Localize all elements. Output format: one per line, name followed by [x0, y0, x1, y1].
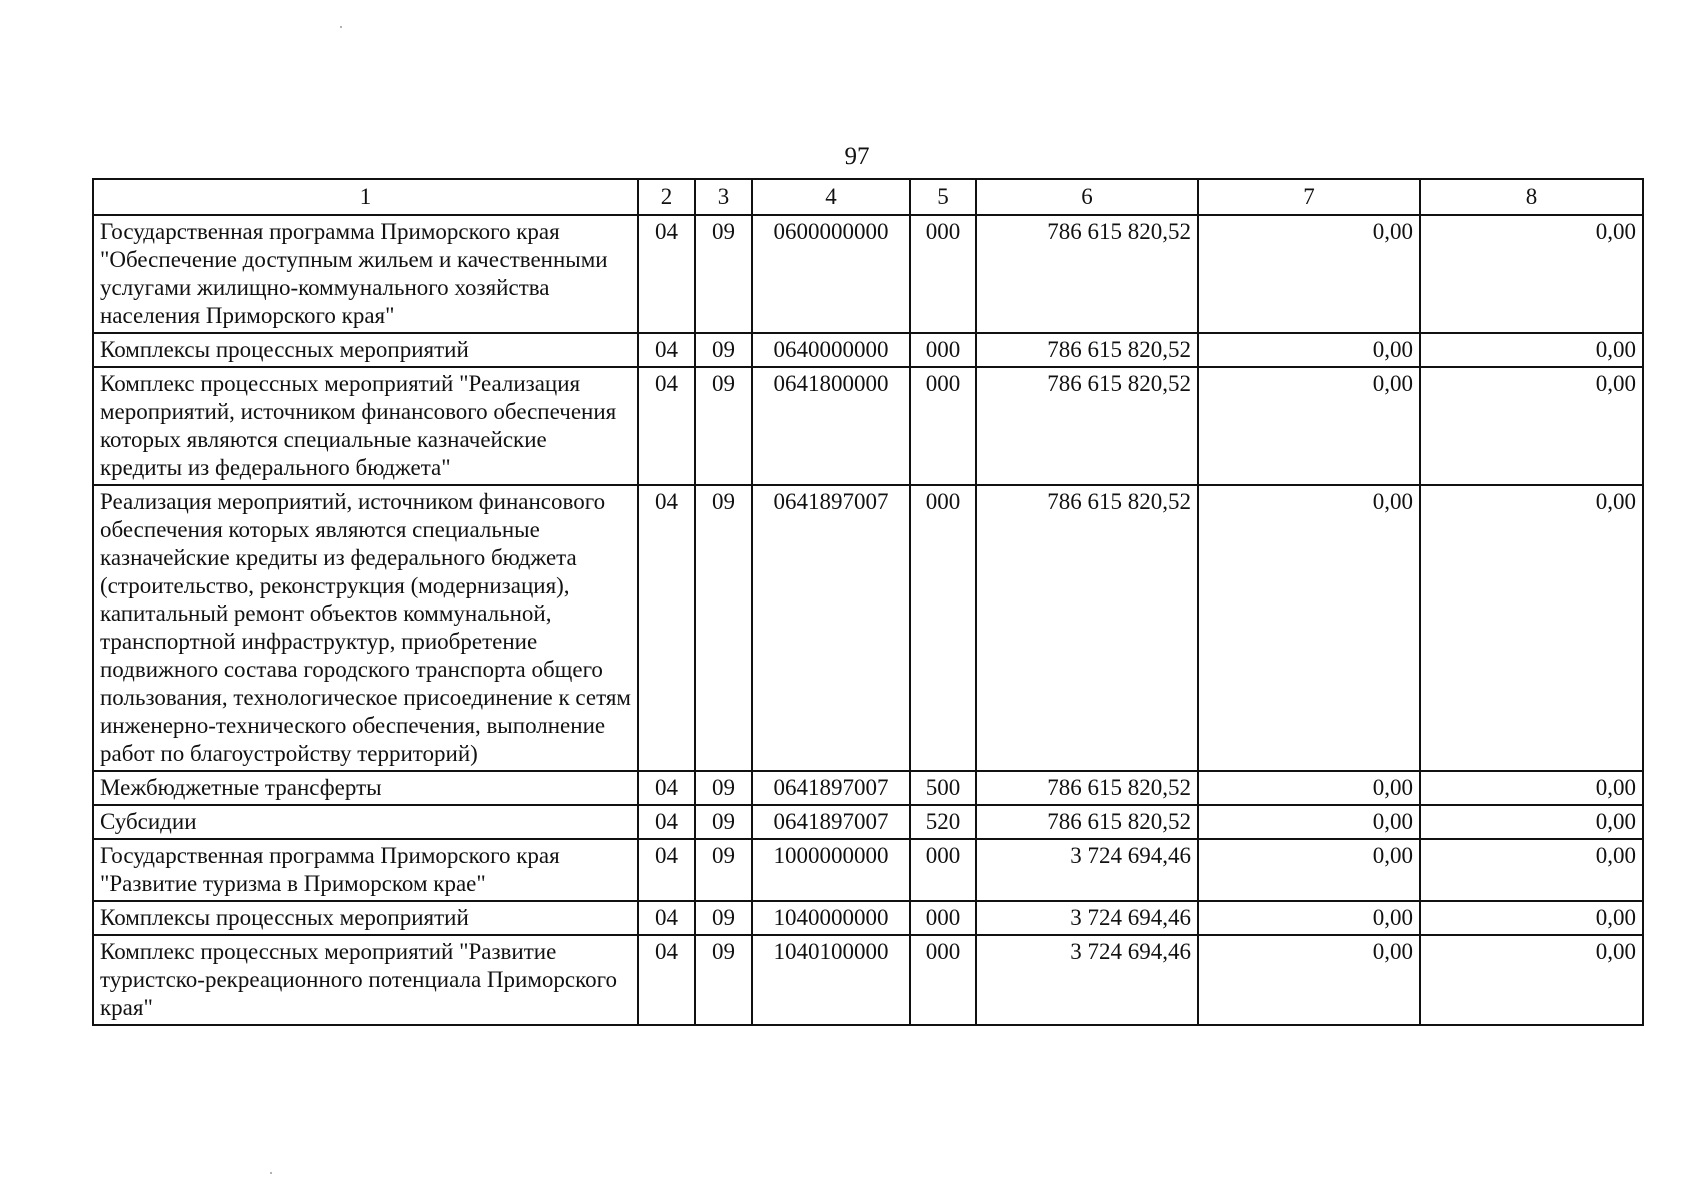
row-amount-8: 0,00	[1420, 901, 1643, 935]
header-row	[93, 179, 1643, 215]
row-expense-code: 520	[910, 805, 976, 839]
row-section-code: 04	[638, 901, 695, 935]
row-amount: 786 615 820,52	[976, 805, 1198, 839]
row-expense-code: 000	[910, 367, 976, 485]
row-amount-8: 0,00	[1420, 367, 1643, 485]
row-target-code: 1040000000	[752, 901, 910, 935]
row-amount-7: 0,00	[1198, 805, 1420, 839]
row-section-code: 04	[638, 805, 695, 839]
row-section-code: 04	[638, 839, 695, 901]
row-amount-8: 0,00	[1420, 333, 1643, 367]
table-row	[93, 485, 1643, 771]
row-target-code: 0640000000	[752, 333, 910, 367]
row-name: Субсидии	[93, 805, 638, 839]
row-amount-7: 0,00	[1198, 901, 1420, 935]
table-row	[93, 333, 1643, 367]
row-section-code: 04	[638, 935, 695, 1025]
table-row	[93, 935, 1643, 1025]
row-name: Реализация мероприятий, источником финансового обеспечения которых являются специальные казначейские кредиты из федерального бюджета (строительство, реконструкция (модернизация), капитальный ремонт объектов коммунальной, транспортной инфраструктур, приобретение подвижного состава городского транспорта общего пользования, технологическое присоединение к сетям инженерно-технического обеспечения, выполнение работ по благоустройству территорий)	[93, 485, 638, 771]
row-target-code: 1000000000	[752, 839, 910, 901]
row-name: Государственная программа Приморского края "Развитие туризма в Приморском крае"	[93, 839, 638, 901]
row-amount-8: 0,00	[1420, 935, 1643, 1025]
column-header: 3	[695, 179, 752, 215]
row-expense-code: 500	[910, 771, 976, 805]
row-section-code: 04	[638, 215, 695, 333]
row-name: Межбюджетные трансферты	[93, 771, 638, 805]
row-amount-7: 0,00	[1198, 935, 1420, 1025]
row-subsection-code: 09	[695, 901, 752, 935]
column-header: 2	[638, 179, 695, 215]
row-target-code: 1040100000	[752, 935, 910, 1025]
column-header: 6	[976, 179, 1198, 215]
row-name: Государственная программа Приморского края "Обеспечение доступным жильем и качественными услугами жилищно-коммунального хозяйства населения Приморского края"	[93, 215, 638, 333]
row-target-code: 0641897007	[752, 485, 910, 771]
row-name: Комплексы процессных мероприятий	[93, 901, 638, 935]
row-amount: 3 724 694,46	[976, 839, 1198, 901]
table-row	[93, 901, 1643, 935]
row-subsection-code: 09	[695, 333, 752, 367]
row-subsection-code: 09	[695, 485, 752, 771]
row-expense-code: 000	[910, 215, 976, 333]
row-expense-code: 000	[910, 839, 976, 901]
row-section-code: 04	[638, 771, 695, 805]
row-section-code: 04	[638, 333, 695, 367]
row-target-code: 0641897007	[752, 805, 910, 839]
budget-table	[92, 178, 1644, 1026]
row-amount: 786 615 820,52	[976, 367, 1198, 485]
row-subsection-code: 09	[695, 935, 752, 1025]
table-row	[93, 367, 1643, 485]
row-subsection-code: 09	[695, 215, 752, 333]
row-amount: 786 615 820,52	[976, 485, 1198, 771]
row-amount-7: 0,00	[1198, 485, 1420, 771]
column-header: 7	[1198, 179, 1420, 215]
row-target-code: 0600000000	[752, 215, 910, 333]
row-amount-7: 0,00	[1198, 771, 1420, 805]
row-amount: 786 615 820,52	[976, 215, 1198, 333]
row-amount-8: 0,00	[1420, 805, 1643, 839]
row-amount-8: 0,00	[1420, 839, 1643, 901]
row-target-code: 0641897007	[752, 771, 910, 805]
row-amount-7: 0,00	[1198, 839, 1420, 901]
column-header: 1	[93, 179, 638, 215]
row-amount-7: 0,00	[1198, 333, 1420, 367]
row-subsection-code: 09	[695, 839, 752, 901]
row-amount-8: 0,00	[1420, 215, 1643, 333]
table-row	[93, 771, 1643, 805]
row-expense-code: 000	[910, 485, 976, 771]
row-amount: 786 615 820,52	[976, 771, 1198, 805]
row-section-code: 04	[638, 485, 695, 771]
row-amount-8: 0,00	[1420, 771, 1643, 805]
row-target-code: 0641800000	[752, 367, 910, 485]
row-expense-code: 000	[910, 333, 976, 367]
row-amount-8: 0,00	[1420, 485, 1643, 771]
row-amount-7: 0,00	[1198, 367, 1420, 485]
row-name: Комплексы процессных мероприятий	[93, 333, 638, 367]
scan-speck	[270, 1172, 272, 1174]
column-header: 4	[752, 179, 910, 215]
row-subsection-code: 09	[695, 805, 752, 839]
row-amount: 786 615 820,52	[976, 333, 1198, 367]
row-expense-code: 000	[910, 935, 976, 1025]
column-header: 8	[1420, 179, 1643, 215]
table-row	[93, 215, 1643, 333]
row-subsection-code: 09	[695, 367, 752, 485]
row-expense-code: 000	[910, 901, 976, 935]
table-row	[93, 805, 1643, 839]
row-subsection-code: 09	[695, 771, 752, 805]
table-row	[93, 839, 1643, 901]
row-amount: 3 724 694,46	[976, 901, 1198, 935]
scan-speck	[340, 26, 342, 28]
column-header: 5	[910, 179, 976, 215]
row-name: Комплекс процессных мероприятий "Развитие туристско-рекреационного потенциала Приморского края"	[93, 935, 638, 1025]
row-name: Комплекс процессных мероприятий "Реализация мероприятий, источником финансового обеспечения которых являются специальные казначейские кредиты из федерального бюджета"	[93, 367, 638, 485]
row-amount: 3 724 694,46	[976, 935, 1198, 1025]
row-amount-7: 0,00	[1198, 215, 1420, 333]
row-section-code: 04	[638, 367, 695, 485]
page-number: 97	[844, 143, 870, 170]
